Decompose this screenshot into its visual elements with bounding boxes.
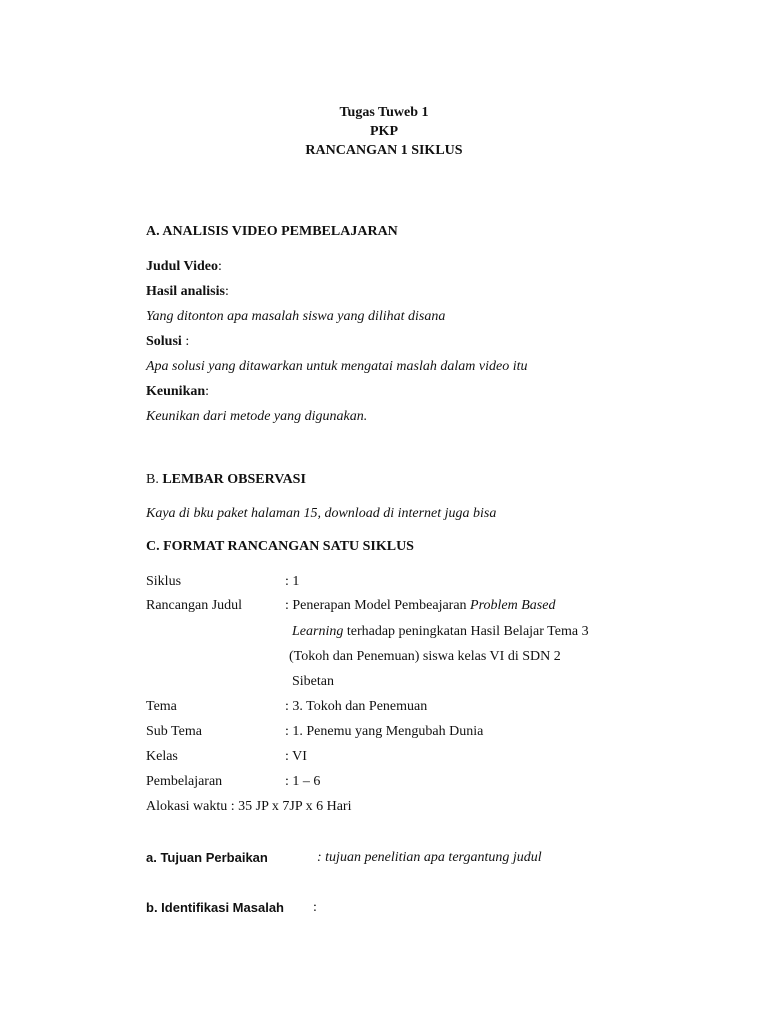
section-b-text: Kaya di bku paket halaman 15, download di internet juga bisa	[146, 506, 497, 521]
rancangan-judul-line-1	[285, 597, 555, 615]
rancangan-judul-line-4: Sibetan	[292, 674, 334, 689]
judul-video-row	[146, 258, 222, 276]
siklus-label: Siklus	[146, 574, 182, 589]
keunikan-label: Keunikan	[146, 384, 206, 399]
tujuan-perbaikan-value: : tujuan penelitian apa tergantung judul	[317, 850, 542, 865]
hasil-analisis-label: Hasil analisis	[146, 284, 225, 299]
pembelajaran-value: : 1 – 6	[285, 774, 321, 789]
identifikasi-masalah-colon: :	[313, 900, 317, 915]
solusi-label: Solusi	[146, 334, 182, 349]
kelas-value: : VI	[285, 749, 307, 764]
keunikan-text: Keunikan dari metode yang digunakan.	[146, 409, 368, 424]
kelas-label: Kelas	[146, 749, 178, 764]
judul-video-label: Judul Video	[146, 259, 218, 274]
solusi-text: Apa solusi yang ditawarkan untuk mengatai maslah dalam video itu	[146, 359, 528, 374]
tujuan-perbaikan-label: a. Tujuan Perbaikan	[146, 850, 268, 865]
doc-title-line-2: PKP	[370, 124, 398, 139]
sub-tema-value: : 1. Penemu yang Mengubah Dunia	[285, 724, 484, 739]
section-b-heading	[146, 471, 306, 489]
rancangan-judul-text-1: : Penerapan Model Pembeajaran	[285, 598, 471, 613]
solusi-colon: :	[181, 334, 190, 349]
sub-tema-label: Sub Tema	[146, 724, 202, 739]
hasil-analisis-colon: :	[224, 284, 229, 299]
section-b-title: LEMBAR OBSERVASI	[162, 472, 306, 487]
hasil-analisis-row	[146, 283, 229, 301]
section-a-heading: A. ANALISIS VIDEO PEMBELAJARAN	[146, 224, 398, 239]
tema-label: Tema	[146, 699, 177, 714]
solusi-row	[146, 333, 189, 351]
section-c-heading: C. FORMAT RANCANGAN SATU SIKLUS	[146, 539, 414, 554]
section-b-prefix: B.	[146, 472, 159, 487]
pembelajaran-label: Pembelajaran	[146, 774, 223, 789]
judul-video-colon: :	[217, 259, 222, 274]
hasil-analisis-text: Yang ditonton apa masalah siswa yang dilihat disana	[146, 309, 446, 324]
identifikasi-masalah-label: b. Identifikasi Masalah	[146, 900, 284, 915]
rancangan-judul-text-2: terhadap peningkatan Hasil Belajar Tema 3	[343, 624, 589, 639]
rancangan-judul-line-2	[292, 623, 589, 641]
tema-value: : 3. Tokoh dan Penemuan	[285, 699, 428, 714]
rancangan-judul-label: Rancangan Judul	[146, 598, 243, 613]
keunikan-colon: :	[205, 384, 210, 399]
rancangan-judul-line-3: (Tokoh dan Penemuan) siswa kelas VI di SDN 2	[289, 649, 561, 664]
siklus-value: : 1	[285, 574, 300, 589]
rancangan-judul-italic-2: Learning	[292, 624, 344, 639]
doc-title-line-1: Tugas Tuweb 1	[339, 105, 429, 120]
rancangan-judul-italic-1: Problem Based	[470, 598, 556, 613]
doc-title-line-3: RANCANGAN 1 SIKLUS	[305, 143, 463, 158]
keunikan-row	[146, 383, 209, 401]
alokasi-waktu: Alokasi waktu : 35 JP x 7JP x 6 Hari	[146, 799, 352, 814]
